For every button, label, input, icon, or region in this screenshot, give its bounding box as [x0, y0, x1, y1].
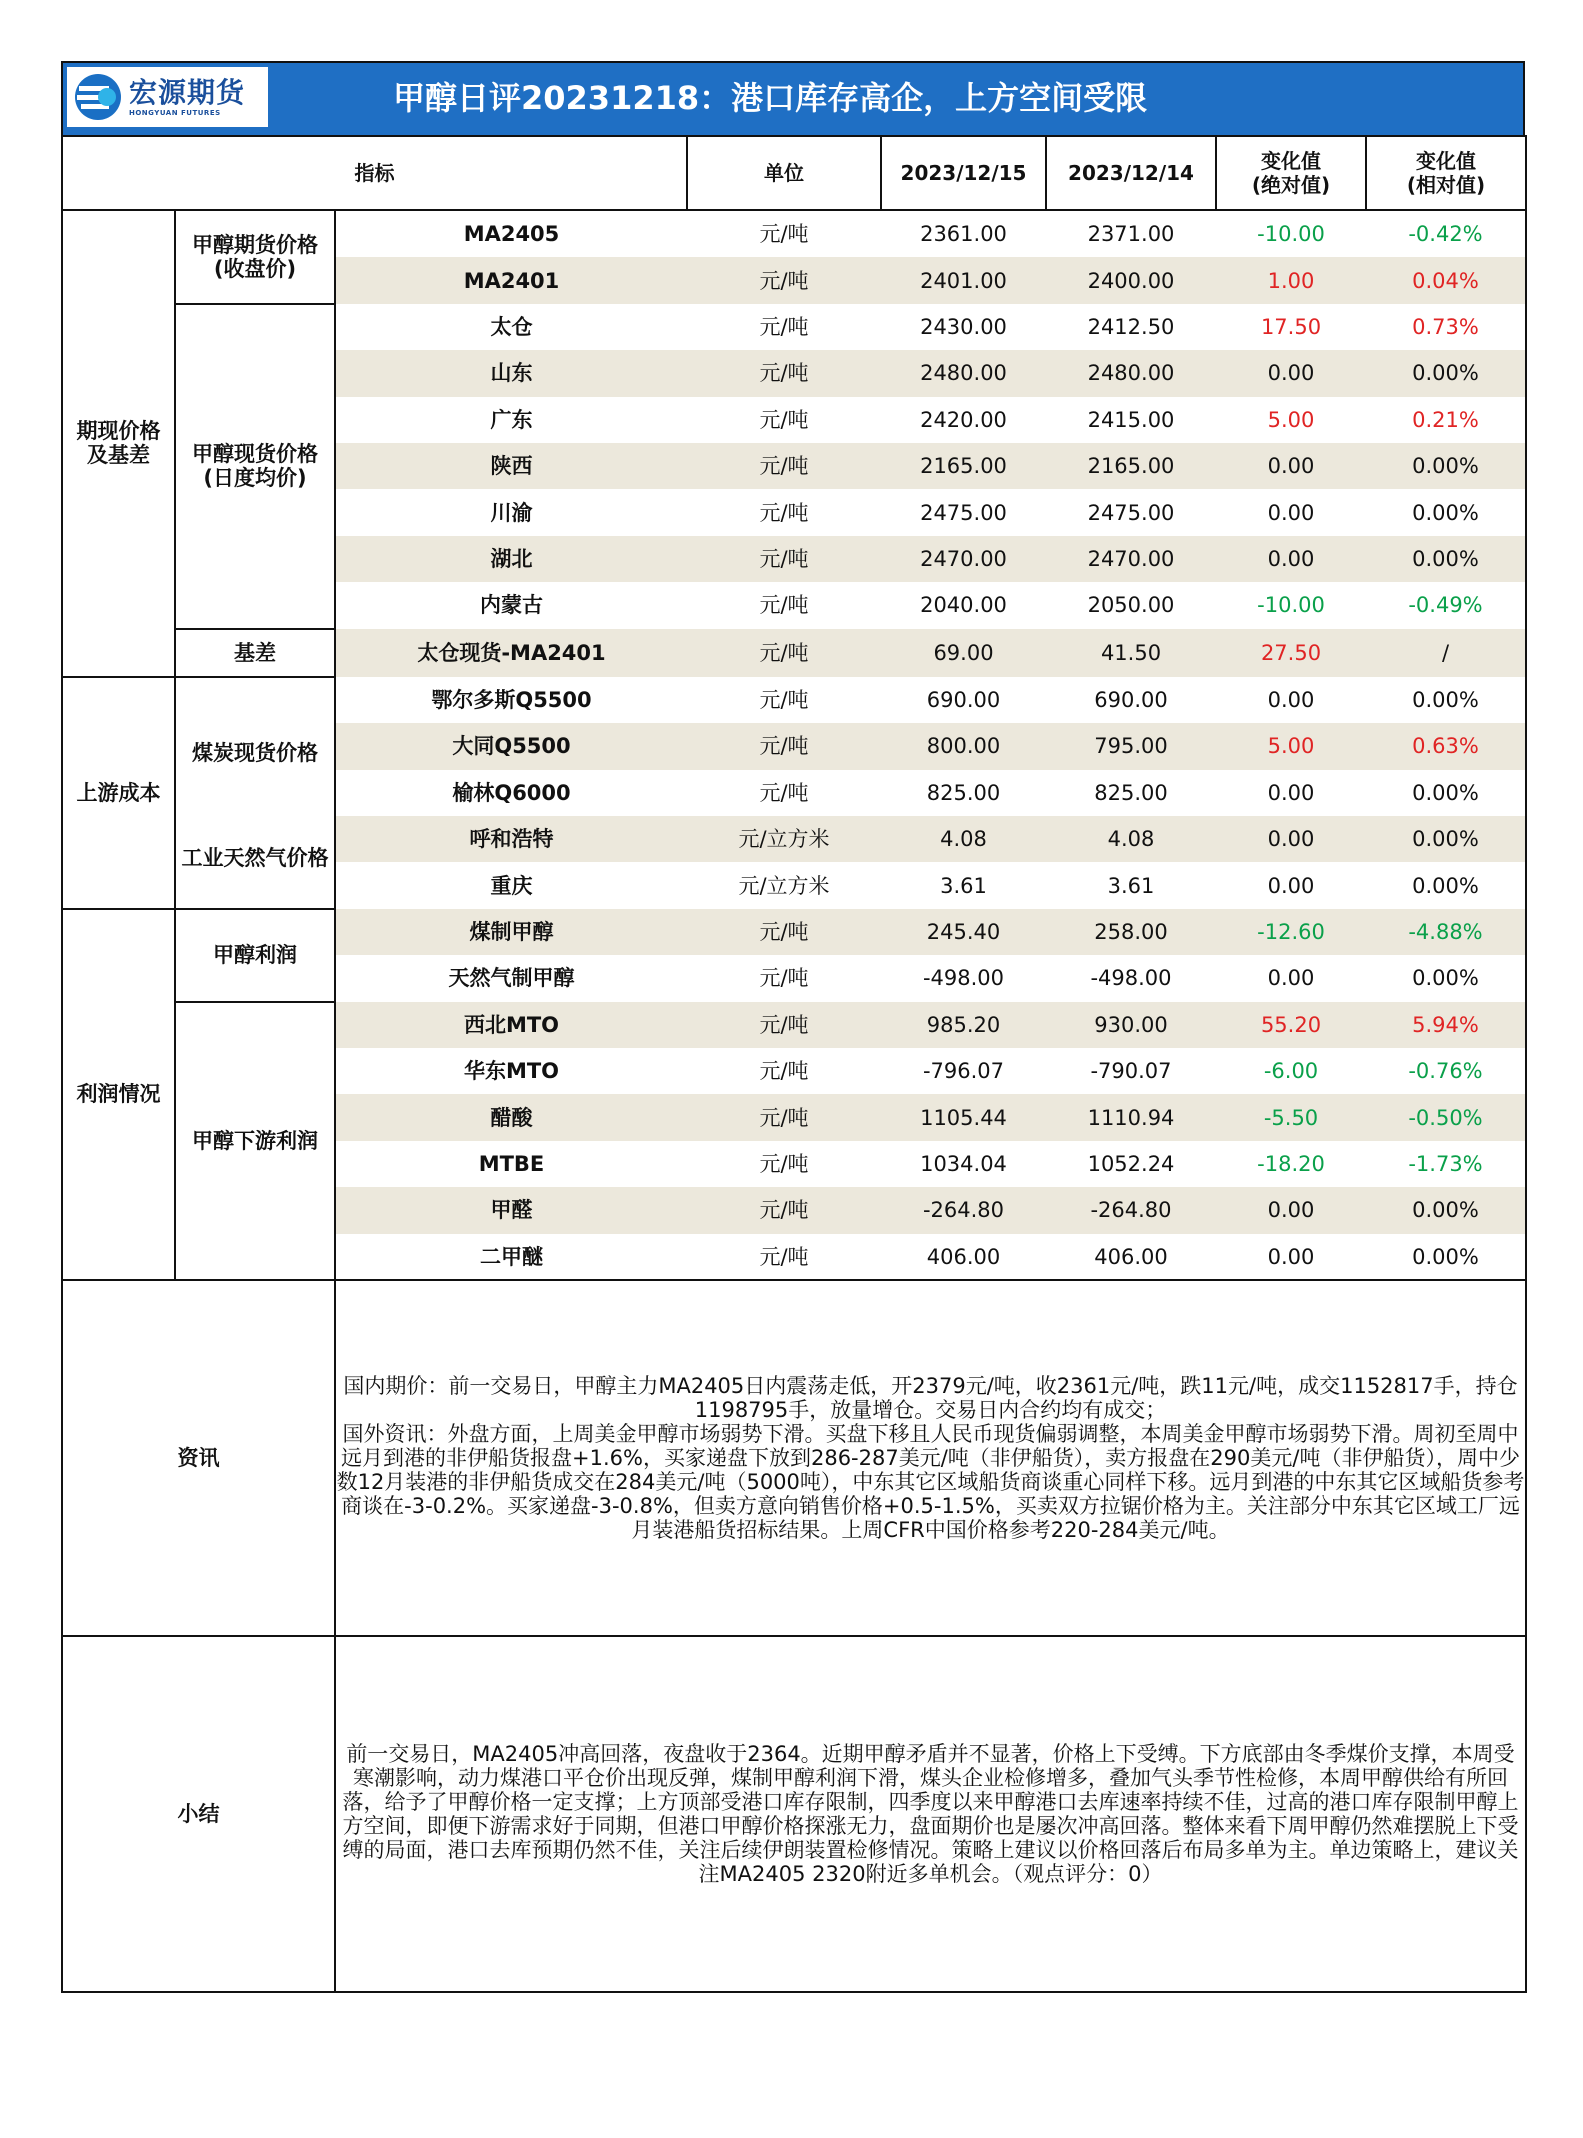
report-title: 甲醇日评20231218：港口库存高企，上方空间受限 [393, 79, 1148, 117]
row-unit: 元/吨 [759, 222, 809, 247]
col-header-rel-change [1366, 136, 1526, 210]
row-rel-change: -0.50% [1366, 1094, 1526, 1140]
row-indicator-name: 煤制甲醇 [335, 909, 687, 955]
row-value-date2: 2480.00 [1046, 350, 1216, 396]
row-abs-change: 0.00 [1216, 443, 1366, 489]
row-rel-change: -1.73% [1366, 1141, 1526, 1187]
rel-change-line1: 变化值 [1416, 149, 1476, 173]
row-unit: 元/吨 [687, 443, 881, 489]
subgroup-label-line1: 甲醇现货价格 [192, 442, 318, 467]
row-rel-change: -0.76% [1366, 1048, 1526, 1094]
row-indicator-name: MA2405 [335, 210, 687, 257]
row-rel-change: 0.00% [1366, 1187, 1526, 1233]
subgroup-gas-label: 工业天然气价格 [181, 845, 329, 870]
row-indicator-name: 重庆 [335, 862, 687, 908]
row-indicator-name: 陕西 [335, 443, 687, 489]
row-indicator-name: 湖北 [335, 536, 687, 582]
subgroup-coal-gas-price [175, 677, 335, 909]
row-unit: 元/吨 [687, 1002, 881, 1048]
row-rel-change: 0.00% [1366, 955, 1526, 1001]
row-abs-change: -12.60 [1216, 909, 1366, 955]
subgroup-label-line2: (收盘价) [213, 256, 297, 281]
row-value-date2: 2415.00 [1087, 407, 1175, 432]
row-rel-change: 0.00% [1366, 489, 1526, 535]
row-abs-change: -10.00 [1257, 593, 1325, 618]
row-value-date2: 2475.00 [1087, 500, 1175, 525]
row-value-date1: 800.00 [881, 723, 1046, 769]
row-abs-change: 27.50 [1216, 629, 1366, 677]
row-unit: 元/吨 [759, 314, 809, 339]
row-value-date1: 1105.44 [881, 1094, 1046, 1140]
row-value-date1: 2401.00 [881, 257, 1046, 303]
row-indicator-name: 太仓 [335, 304, 687, 350]
row-rel-change: 0.00% [1366, 816, 1526, 862]
row-value-date1: -796.07 [922, 1059, 1005, 1084]
logo-en-text: HONGYUAN FUTURES [129, 109, 221, 117]
news-text [335, 1280, 1526, 1636]
row-indicator-name: 大同Q5500 [335, 723, 687, 769]
logo-cn-text: 宏源期货 [129, 76, 246, 109]
row-unit: 元/吨 [759, 500, 809, 525]
row-value-date2: 2050.00 [1087, 593, 1175, 618]
table-row [62, 909, 1526, 955]
row-value-date2: 2165.00 [1046, 443, 1216, 489]
row-unit: 元/立方米 [687, 816, 881, 862]
row-value-date1: 2470.00 [881, 536, 1046, 582]
row-value-date2: 795.00 [1046, 723, 1216, 769]
row-value-date2: -264.80 [1046, 1187, 1216, 1233]
group-label-line2: 及基差 [87, 443, 150, 468]
subgroup-spot-price [175, 304, 335, 629]
row-abs-change: -18.20 [1257, 1152, 1325, 1176]
row-indicator-name: 甲醛 [335, 1187, 687, 1233]
row-indicator-name: MA2401 [335, 257, 687, 303]
table-row [62, 677, 1526, 723]
row-unit: 元/吨 [687, 536, 881, 582]
row-abs-change: -5.50 [1216, 1094, 1366, 1140]
row-indicator-name: 榆林Q6000 [335, 770, 687, 816]
news-paragraph-domestic: 国内期价：前一交易日，甲醇主力MA2405日内震荡走低，开2379元/吨，收2361元/吨，跌11元/吨，成交1152817手，持仓1198795手，放量增仓。交易日内合约均有成交； [343, 1373, 1518, 1422]
abs-change-line2: (绝对值) [1251, 173, 1331, 197]
row-indicator-name: 内蒙古 [335, 582, 687, 628]
row-value-date1: 2475.00 [920, 500, 1007, 525]
table-header-row [62, 136, 1526, 210]
row-indicator-name: 天然气制甲醇 [335, 955, 687, 1001]
subgroup-label: 甲醇下游利润 [192, 1128, 318, 1153]
row-value-date2: 41.50 [1046, 629, 1216, 677]
row-abs-change: 0.00 [1216, 1187, 1366, 1233]
row-value-date2: 2412.50 [1087, 314, 1175, 339]
col-header-indicator: 指标 [62, 136, 687, 210]
col-header-date2: 2023/12/14 [1046, 136, 1216, 210]
row-value-date2: 1052.24 [1087, 1152, 1175, 1176]
row-abs-change: -6.00 [1263, 1059, 1319, 1084]
row-value-date1: 69.00 [881, 629, 1046, 677]
row-value-date1: 985.20 [881, 1002, 1046, 1048]
subgroup-basis [175, 629, 335, 677]
row-value-date1: 2420.00 [920, 407, 1007, 432]
row-unit: 元/吨 [759, 1152, 809, 1176]
row-value-date2: 2371.00 [1087, 222, 1175, 247]
subgroup-downstream-profit [175, 1002, 335, 1280]
group-label-line1: 期现价格 [76, 419, 161, 444]
row-abs-change: 0.00 [1267, 688, 1315, 713]
rel-change-line2: (相对值) [1406, 173, 1486, 197]
row-unit: 元/吨 [687, 909, 881, 955]
group-upstream-cost [62, 677, 175, 909]
row-rel-change: 0.00% [1366, 1234, 1526, 1280]
row-value-date1: 4.08 [881, 816, 1046, 862]
col-header-unit: 单位 [687, 136, 881, 210]
row-indicator-name: MTBE [335, 1141, 687, 1187]
row-unit: 元/吨 [759, 966, 809, 991]
row-value-date2: 930.00 [1046, 1002, 1216, 1048]
row-indicator-name: 二甲醚 [335, 1234, 687, 1280]
company-logo [67, 67, 268, 127]
row-unit: 元/立方米 [738, 873, 830, 898]
col-header-abs-change [1216, 136, 1366, 210]
group-label: 上游成本 [76, 780, 161, 805]
row-value-date2: 690.00 [1094, 688, 1168, 713]
row-rel-change: 0.21% [1366, 397, 1526, 443]
row-abs-change: 0.00 [1267, 873, 1315, 898]
row-indicator-name: 西北MTO [335, 1002, 687, 1048]
row-rel-change: 0.00% [1366, 770, 1526, 816]
row-abs-change: 55.20 [1216, 1002, 1366, 1048]
subgroup-label-line2: (日度均价) [203, 466, 307, 491]
subgroup-methanol-profit [175, 909, 335, 1002]
row-unit: 元/吨 [759, 1059, 809, 1084]
row-indicator-name: 山东 [335, 350, 687, 396]
row-abs-change: 0.00 [1267, 966, 1315, 991]
row-value-date1: 2480.00 [881, 350, 1046, 396]
row-value-date1: 1034.04 [920, 1152, 1007, 1176]
report-sheet [61, 61, 1525, 1993]
group-label: 利润情况 [76, 1082, 161, 1107]
table-row [62, 210, 1526, 257]
row-rel-change: 0.00% [1366, 350, 1526, 396]
news-paragraph-foreign: 国外资讯：外盘方面，上周美金甲醇市场弱势下滑。买盘下移且人民币现货偏弱调整，本周美金甲醇市场弱势下滑。周初至周中远月到港的非伊船货报盘+1.6%，买家递盘下放到286-287美元/吨（非伊船货），卖方报盘在290美元/吨（非伊船货），周中少数12月装港的非伊船货成交在284美元/吨（5000吨），中东其它区域船货商谈重心同样下移。远月到港的中东其它区域船货参考商谈在-3-0.2%。买家递盘-3-0.8%，但卖方意向销售价格+0.5-1.5%，买卖双方拉锯价格为主。关注部分中东其它区域工厂远月装港船货招标结果。上周CFR中国价格参考220-284美元/吨。 [336, 1421, 1525, 1542]
group-price-basis [62, 210, 175, 677]
row-unit: 元/吨 [687, 1187, 881, 1233]
row-indicator-name: 太仓现货-MA2401 [335, 629, 687, 677]
row-value-date1: 2430.00 [920, 314, 1007, 339]
row-indicator-name: 醋酸 [335, 1094, 687, 1140]
row-unit: 元/吨 [687, 629, 881, 677]
row-value-date1: 2165.00 [881, 443, 1046, 489]
table-row [62, 1002, 1526, 1048]
news-label: 资讯 [62, 1280, 335, 1636]
row-indicator-name: 呼和浩特 [335, 816, 687, 862]
row-value-date2: 3.61 [1107, 873, 1155, 898]
row-unit: 元/吨 [759, 1244, 809, 1269]
row-rel-change: 0.73% [1366, 304, 1526, 350]
row-indicator-name: 鄂尔多斯Q5500 [335, 677, 687, 723]
row-value-date2: 1110.94 [1046, 1094, 1216, 1140]
row-value-date2: 258.00 [1046, 909, 1216, 955]
row-indicator-name: 广东 [335, 397, 687, 443]
row-unit: 元/吨 [687, 723, 881, 769]
row-value-date1: 2040.00 [920, 593, 1007, 618]
row-indicator-name: 川渝 [335, 489, 687, 535]
row-value-date1: -498.00 [922, 966, 1005, 991]
row-value-date2: 2400.00 [1046, 257, 1216, 303]
row-value-date2: -790.07 [1090, 1059, 1172, 1084]
row-value-date2: 406.00 [1094, 1244, 1168, 1269]
row-value-date1: 690.00 [926, 688, 1001, 713]
row-value-date1: 2361.00 [920, 222, 1007, 247]
row-unit: 元/吨 [759, 593, 809, 618]
row-abs-change: 0.00 [1216, 816, 1366, 862]
row-value-date1: 245.40 [881, 909, 1046, 955]
row-rel-change: -4.88% [1366, 909, 1526, 955]
row-value-date2: 825.00 [1094, 780, 1168, 805]
row-value-date1: 406.00 [926, 1244, 1001, 1269]
row-abs-change: -10.00 [1257, 222, 1325, 247]
row-unit: 元/吨 [687, 1094, 881, 1140]
row-rel-change: / [1366, 629, 1526, 677]
row-value-date2: 2470.00 [1046, 536, 1216, 582]
row-unit: 元/吨 [759, 688, 809, 713]
row-rel-change: 5.94% [1366, 1002, 1526, 1048]
row-abs-change: 0.00 [1267, 780, 1315, 805]
row-value-date2: -498.00 [1090, 966, 1172, 991]
indicator-table [61, 135, 1527, 1281]
row-rel-change: -0.42% [1366, 210, 1526, 257]
group-profit [62, 909, 175, 1280]
row-abs-change: 17.50 [1260, 314, 1322, 339]
row-indicator-name: 华东MTO [335, 1048, 687, 1094]
table-row [62, 304, 1526, 350]
summary-paragraph: 前一交易日，MA2405冲高回落，夜盘收于2364。近期甲醇矛盾并不显著，价格上下受缚。下方底部由冬季煤价支撑，本周受寒潮影响，动力煤港口平仓价出现反弹，煤制甲醇利润下滑，煤头企业检修增多，叠加气头季节性检修，本周甲醇供给有所回落，给予了甲醇价格一定支撑；上方顶部受港口库存限制，四季度以来甲醇港口去库速率持续不佳，过高的港口库存限制甲醇上方空间，即便下游需求好于同期，但港口甲醇价格探涨无力，盘面期价也是屡次冲高回落。整体来看下周甲醇仍然难摆脱上下受缚的局面，港口去库预期仍然不佳，关注后续伊朗装置检修情况。策略上建议以价格回落后布局多单为主。单边策略上，建议关注MA2405 2320附近多单机会。（观点评分：0） [342, 1741, 1519, 1886]
row-abs-change: 0.00 [1216, 350, 1366, 396]
abs-change-line1: 变化值 [1261, 149, 1321, 173]
row-abs-change: 0.00 [1267, 1244, 1315, 1269]
logo-globe-icon [73, 72, 123, 122]
row-unit: 元/吨 [759, 780, 809, 805]
report-header [61, 61, 1525, 135]
row-abs-change: 1.00 [1216, 257, 1366, 303]
row-unit: 元/吨 [759, 407, 809, 432]
row-rel-change: 0.00% [1366, 443, 1526, 489]
row-rel-change: 0.04% [1366, 257, 1526, 303]
subgroup-label: 基差 [234, 640, 276, 665]
row-rel-change: 0.63% [1366, 723, 1526, 769]
row-rel-change: 0.00% [1366, 536, 1526, 582]
row-rel-change: 0.00% [1366, 677, 1526, 723]
summary-text [335, 1636, 1526, 1992]
row-value-date1: -264.80 [881, 1187, 1046, 1233]
subgroup-futures-price [175, 210, 335, 304]
subgroup-coal-label: 煤炭现货价格 [192, 740, 318, 765]
row-rel-change: 0.00% [1366, 862, 1526, 908]
row-abs-change: 0.00 [1267, 500, 1315, 525]
row-value-date1: 3.61 [940, 873, 987, 898]
row-abs-change: 5.00 [1267, 407, 1315, 432]
table-row [62, 629, 1526, 677]
subgroup-label-line1: 甲醇期货价格 [192, 232, 318, 257]
row-unit: 元/吨 [687, 257, 881, 303]
row-rel-change: -0.49% [1366, 582, 1526, 628]
subgroup-label: 甲醇利润 [213, 943, 297, 968]
row-value-date1: 825.00 [926, 780, 1001, 805]
row-abs-change: 0.00 [1216, 536, 1366, 582]
summary-label: 小结 [62, 1636, 335, 1992]
row-unit: 元/吨 [687, 350, 881, 396]
col-header-date1: 2023/12/15 [881, 136, 1046, 210]
commentary-table [61, 1279, 1527, 1993]
row-value-date2: 4.08 [1046, 816, 1216, 862]
row-abs-change: 5.00 [1216, 723, 1366, 769]
